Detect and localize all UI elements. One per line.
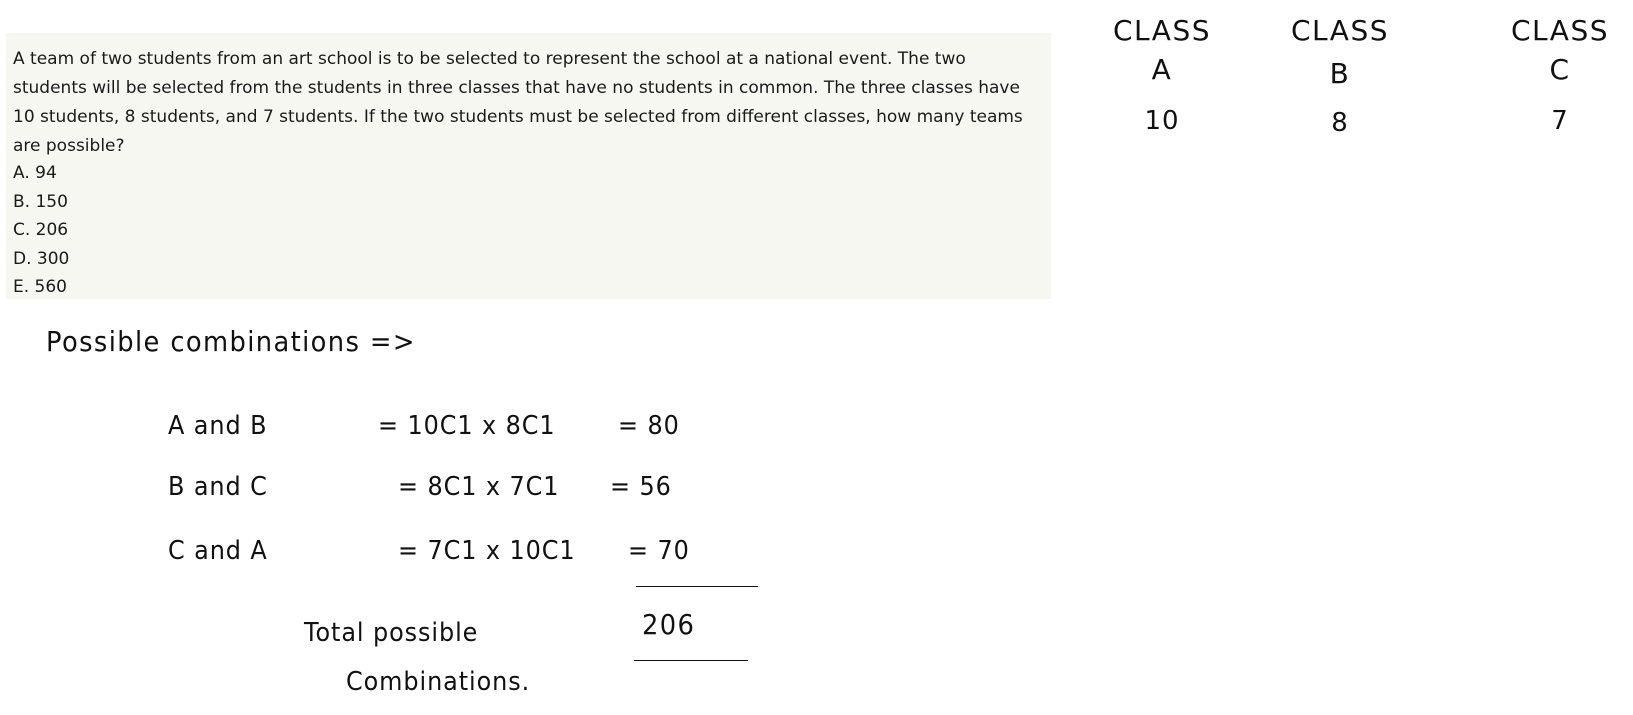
class-a-count: 10 <box>1144 106 1180 136</box>
question-panel <box>6 33 1051 299</box>
class-a-heading: CLASS <box>1113 14 1211 47</box>
class-c-heading: CLASS <box>1511 14 1609 47</box>
class-b-count: 8 <box>1331 108 1349 138</box>
row-ab-pair: A and B <box>168 411 268 441</box>
total-value: 206 <box>642 608 696 641</box>
row-ca-result: = 70 <box>628 536 690 566</box>
sum-line-top <box>636 586 758 587</box>
row-ab-result: = 80 <box>618 411 680 441</box>
total-label-line2: Combinations. <box>346 667 531 697</box>
class-c-count: 7 <box>1551 106 1569 136</box>
answer-options <box>13 159 69 302</box>
option-c[interactable]: C. 206 <box>13 220 69 240</box>
total-label-line1: Total possible <box>304 618 479 648</box>
class-b-letter: B <box>1329 57 1351 90</box>
row-ca-expr: = 7C1 x 10C1 <box>398 536 576 566</box>
question-text: A team of two students from an art school is to be selected to represent the school at a national event. The two students will be selected from the students in three classes that have no students in common. The three classes have 10 students, 8 students, and 7 students. If the two students must be selected from different classes, how many teams are possible? <box>13 49 1023 156</box>
combinations-title: Possible combinations => <box>46 325 416 358</box>
option-b[interactable]: B. 150 <box>13 191 68 212</box>
row-bc-expr: = 8C1 x 7C1 <box>398 472 560 502</box>
class-c-column <box>1490 14 1630 136</box>
class-a-column <box>1092 14 1232 136</box>
option-d[interactable]: D. 300 <box>13 248 70 269</box>
class-c-letter: C <box>1549 53 1571 86</box>
class-b-heading: CLASS <box>1291 14 1389 47</box>
row-ab-expr: = 10C1 x 8C1 <box>378 411 556 441</box>
option-a[interactable]: A. 94 <box>13 163 57 183</box>
row-bc-pair: B and C <box>168 472 268 502</box>
option-e[interactable]: E. 560 <box>13 277 67 297</box>
class-a-letter: A <box>1151 53 1173 86</box>
row-ca-pair: C and A <box>168 536 268 566</box>
class-b-column <box>1270 14 1410 138</box>
sum-line-bottom <box>634 660 748 661</box>
row-bc-result: = 56 <box>610 472 672 502</box>
